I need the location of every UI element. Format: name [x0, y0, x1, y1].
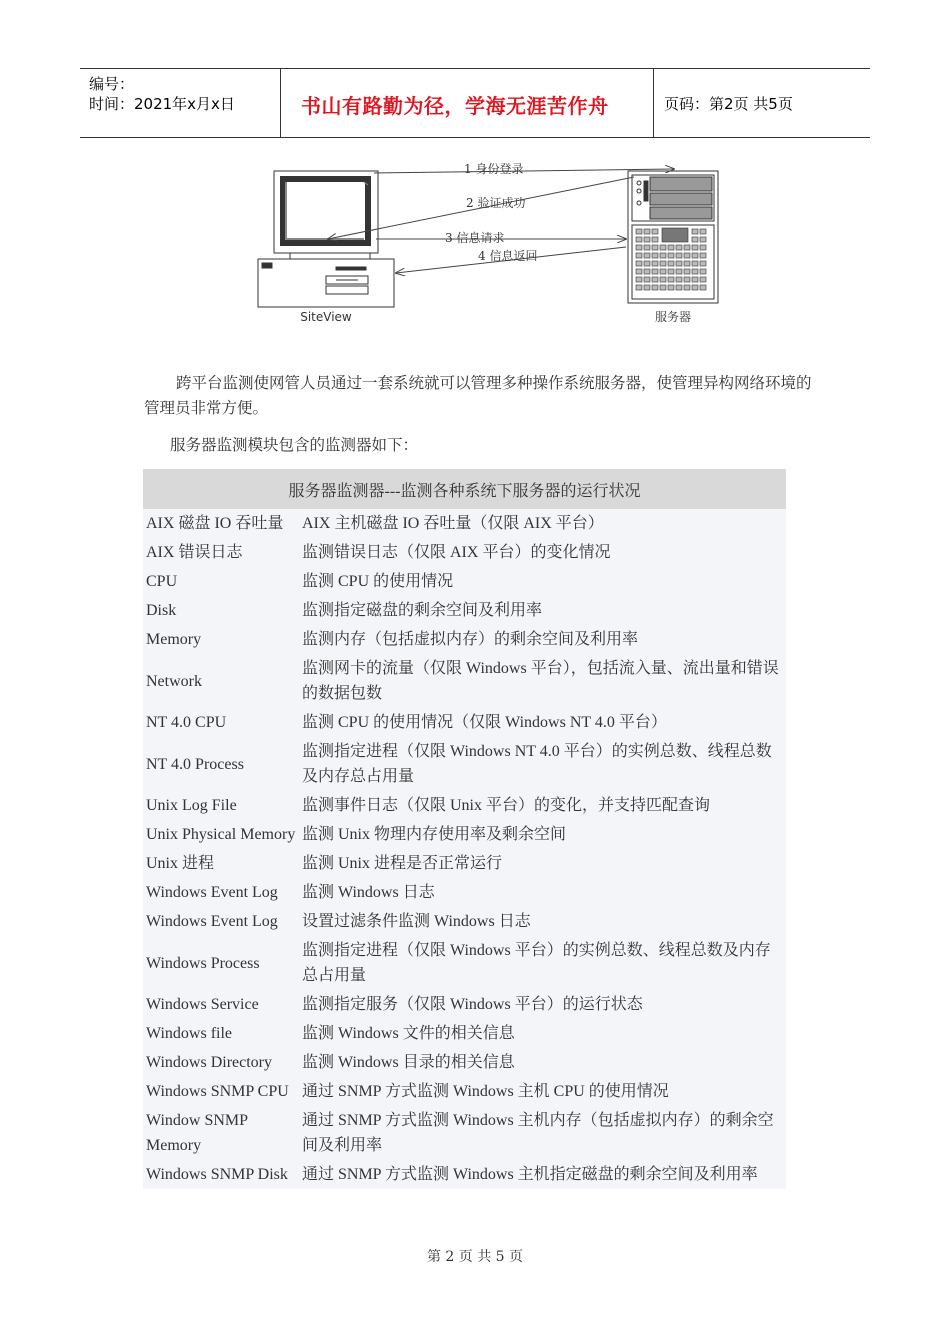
monitor-name: Network: [143, 654, 299, 708]
table-row: [143, 1160, 786, 1189]
table-row: [143, 654, 786, 708]
intro-paragraph: 跨平台监测使网管人员通过一套系统就可以管理多种操作系统服务器，使管理异构网络环境的管理员非常方便。: [144, 374, 812, 417]
table-body: [143, 509, 786, 1189]
monitor-name: Windows file: [143, 1019, 299, 1048]
monitor-description: 通过 SNMP 方式监测 Windows 主机 CPU 的使用情况: [299, 1077, 786, 1106]
table-row: [143, 1106, 786, 1160]
monitor-description: 通过 SNMP 方式监测 Windows 主机内存（包括虚拟内存）的剩余空间及利用率: [299, 1106, 786, 1160]
monitor-name: Windows Service: [143, 990, 299, 1019]
server-monitor-table: [143, 469, 786, 1189]
table-header: 服务器监测器---监测各种系统下服务器的运行状况: [143, 469, 786, 509]
monitor-description: 监测 Windows 文件的相关信息: [299, 1019, 786, 1048]
table-row: [143, 708, 786, 737]
monitor-description: 监测网卡的流量（仅限 Windows 平台），包括流入量、流出量和错误的数据包数: [299, 654, 786, 708]
monitor-name: Unix 进程: [143, 849, 299, 878]
monitor-name: Unix Log File: [143, 791, 299, 820]
table-row: [143, 820, 786, 849]
header-motto-cell: [281, 69, 654, 137]
table-row: [143, 509, 786, 538]
table-row: [143, 791, 786, 820]
monitor-name: Unix Physical Memory: [143, 820, 299, 849]
monitor-description: 设置过滤条件监测 Windows 日志: [299, 907, 786, 936]
arrow-label-2: 2 验证成功: [466, 196, 526, 210]
header-page-cell: [654, 69, 870, 137]
monitor-name: Window SNMP Memory: [143, 1106, 299, 1160]
monitor-name: Windows SNMP Disk: [143, 1160, 299, 1189]
monitor-description: 监测指定磁盘的剩余空间及利用率: [299, 596, 786, 625]
monitor-description: 监测内存（包括虚拟内存）的剩余空间及利用率: [299, 625, 786, 654]
monitor-name: Windows Event Log: [143, 907, 299, 936]
table-row: [143, 907, 786, 936]
monitor-name: Memory: [143, 625, 299, 654]
table-row: [143, 990, 786, 1019]
monitor-name: CPU: [143, 567, 299, 596]
table-row: [143, 567, 786, 596]
monitor-name: Windows Directory: [143, 1048, 299, 1077]
table-row: [143, 878, 786, 907]
client-computer-icon: [258, 171, 394, 307]
monitor-description: 通过 SNMP 方式监测 Windows 主机指定磁盘的剩余空间及利用率: [299, 1160, 786, 1189]
table-row: [143, 1077, 786, 1106]
table-row: [143, 849, 786, 878]
table-row: [143, 596, 786, 625]
arrow-label-4: 4 信息返回: [478, 249, 538, 263]
monitor-name: Disk: [143, 596, 299, 625]
page-label: 页码：第2页 共5页: [664, 95, 793, 113]
monitor-description: 监测事件日志（仅限 Unix 平台）的变化，并支持匹配查询: [299, 791, 786, 820]
monitor-name: AIX 磁盘 IO 吞吐量: [143, 509, 299, 538]
monitor-description: 监测 CPU 的使用情况（仅限 Windows NT 4.0 平台）: [299, 708, 786, 737]
arrow-label-3: 3 信息请求: [445, 231, 505, 245]
monitor-description: 监测 Unix 物理内存使用率及剩余空间: [299, 820, 786, 849]
monitor-description: 监测 Unix 进程是否正常运行: [299, 849, 786, 878]
monitor-description: 监测指定进程（仅限 Windows NT 4.0 平台）的实例总数、线程总数及内存总占用量: [299, 737, 786, 791]
motto: 书山有路勤为径，学海无涯苦作舟: [301, 94, 609, 118]
arrow-label-1: 1 身份登录: [464, 162, 524, 176]
monitor-name: Windows Process: [143, 936, 299, 990]
table-row: [143, 625, 786, 654]
arrow-request: [376, 230, 626, 245]
table-row: [143, 1019, 786, 1048]
page-footer: 第 2 页 共 5 页: [426, 1249, 524, 1265]
arrow-response: [396, 247, 626, 273]
table-row: [143, 737, 786, 791]
monitor-name: NT 4.0 Process: [143, 737, 299, 791]
list-intro: 服务器监测模块包含的监测器如下：: [170, 436, 419, 454]
number-label: 编号：: [89, 75, 135, 93]
page-header: [80, 68, 870, 138]
client-server-diagram: [250, 155, 720, 330]
monitor-description: 监测指定服务（仅限 Windows 平台）的运行状态: [299, 990, 786, 1019]
monitor-description: 监测 Windows 目录的相关信息: [299, 1048, 786, 1077]
server-tower-icon: [628, 171, 718, 303]
table-row: [143, 936, 786, 990]
monitor-description: 监测指定进程（仅限 Windows 平台）的实例总数、线程总数及内存总占用量: [299, 936, 786, 990]
header-meta-cell: [80, 69, 281, 137]
monitor-name: Windows Event Log: [143, 878, 299, 907]
table-row: [143, 1048, 786, 1077]
monitor-name: AIX 错误日志: [143, 538, 299, 567]
table-row: [143, 538, 786, 567]
monitor-description: 监测错误日志（仅限 AIX 平台）的变化情况: [299, 538, 786, 567]
monitor-description: 监测 CPU 的使用情况: [299, 567, 786, 596]
monitor-description: 监测 Windows 日志: [299, 878, 786, 907]
client-label: SiteView: [300, 310, 352, 324]
time-label: 时间：2021年x月x日: [89, 95, 235, 113]
monitor-name: Windows SNMP CPU: [143, 1077, 299, 1106]
monitor-description: AIX 主机磁盘 IO 吞吐量（仅限 AIX 平台）: [299, 509, 786, 538]
monitor-name: NT 4.0 CPU: [143, 708, 299, 737]
server-label: 服务器: [654, 310, 692, 324]
